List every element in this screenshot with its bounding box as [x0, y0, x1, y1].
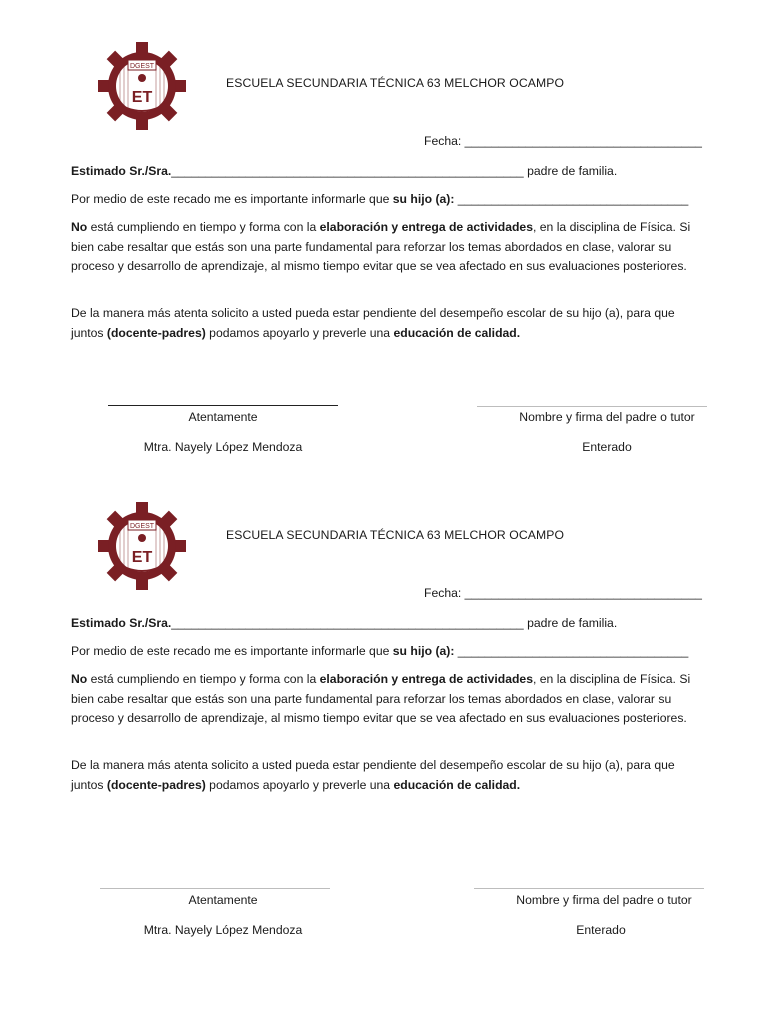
- estimado-label: Estimado Sr./Sra.: [71, 616, 172, 630]
- educacion-bold: educación de calidad.: [393, 325, 521, 340]
- no-paragraph: [71, 670, 701, 729]
- svg-text:ET: ET: [131, 549, 153, 566]
- no-paragraph: [71, 218, 701, 277]
- manera-text-1: De la manera más atenta solicito a usted pueda estar pendiente del desempeño escolar de su hijo (a), para que juntos: [71, 758, 675, 792]
- por-medio-text: Por medio de este recado me es importante informarle que: [71, 644, 393, 658]
- docente-padres-bold: (docente-padres): [106, 325, 206, 340]
- estimado-suffix: padre de familia.: [523, 164, 618, 178]
- por-medio-text: Por medio de este recado me es importante informarle que: [71, 192, 393, 206]
- fecha-field: Fecha: ___________________________________: [424, 134, 702, 148]
- estimado-blank: ____________________________________________________: [171, 616, 524, 630]
- school-logo-icon: [98, 502, 186, 590]
- su-hijo-blank: __________________________________: [454, 192, 689, 206]
- manera-text-1: De la manera más atenta solicito a usted pueda estar pendiente del desempeño escolar de su hijo (a), para que juntos: [71, 306, 675, 340]
- no-text-2: , en la disciplina de Física. Si bien cabe resaltar que estás son una parte fundamental para reforzar los temas abordados en clase, valorar su proceso y desarrollo de aprendizaje, al mismo tiempo evitar que se vea afectado en sus evaluaciones posteriores.: [71, 220, 691, 273]
- no-text-2: , en la disciplina de Física. Si bien cabe resaltar que estás son una parte fundamental para reforzar los temas abordados en clase, valorar su proceso y desarrollo de aprendizaje, al mismo tiempo evitar que se vea afectado en sus evaluaciones posteriores.: [71, 672, 691, 725]
- por-medio-line: [71, 190, 701, 210]
- su-hijo-label: su hijo (a):: [392, 192, 455, 206]
- parent-signature-line: [477, 406, 707, 407]
- atentamente-label: Atentamente: [188, 893, 258, 907]
- no-bold: No: [71, 220, 88, 234]
- no-bold: No: [71, 672, 88, 686]
- parent-label: Nombre y firma del padre o tutor: [516, 893, 692, 907]
- educacion-bold: educación de calidad.: [393, 777, 521, 792]
- enterado-label: Enterado: [582, 440, 632, 454]
- school-logo-icon: [98, 42, 186, 130]
- no-text-1: está cumpliendo en tiempo y forma con la: [87, 220, 320, 234]
- docente-padres-bold: (docente-padres): [106, 777, 206, 792]
- estimado-line: [71, 614, 701, 634]
- teacher-signature-line: [100, 888, 330, 889]
- enterado-label: Enterado: [576, 923, 626, 937]
- teacher-signature-line: [108, 405, 338, 406]
- su-hijo-blank: __________________________________: [454, 644, 689, 658]
- parent-label: Nombre y firma del padre o tutor: [519, 410, 695, 424]
- por-medio-line: [71, 642, 701, 662]
- elaboracion-bold: elaboración y entrega de actividades: [319, 220, 533, 234]
- svg-text:DGEST: DGEST: [129, 63, 155, 70]
- estimado-line: [71, 162, 701, 182]
- manera-paragraph: [71, 756, 701, 795]
- manera-paragraph: [71, 304, 701, 343]
- recado-2: [0, 460, 768, 937]
- fecha-field: Fecha: ___________________________________: [424, 586, 702, 600]
- no-text-1: está cumpliendo en tiempo y forma con la: [87, 672, 320, 686]
- school-name: ESCUELA SECUNDARIA TÉCNICA 63 MELCHOR OCAMPO: [226, 76, 565, 90]
- svg-text:DGEST: DGEST: [129, 523, 155, 530]
- manera-text-2: podamos apoyarlo y preverle una: [205, 777, 394, 792]
- atentamente-label: Atentamente: [188, 410, 258, 424]
- school-name: ESCUELA SECUNDARIA TÉCNICA 63 MELCHOR OCAMPO: [226, 528, 565, 542]
- parent-signature-line: [474, 888, 704, 889]
- estimado-blank: ____________________________________________________: [171, 164, 524, 178]
- estimado-suffix: padre de familia.: [523, 616, 618, 630]
- manera-text-2: podamos apoyarlo y preverle una: [205, 325, 394, 340]
- estimado-label: Estimado Sr./Sra.: [71, 164, 172, 178]
- elaboracion-bold: elaboración y entrega de actividades: [319, 672, 533, 686]
- teacher-name: Mtra. Nayely López Mendoza: [143, 440, 303, 454]
- recado-1: [0, 0, 768, 470]
- svg-text:ET: ET: [131, 89, 153, 106]
- su-hijo-label: su hijo (a):: [392, 644, 455, 658]
- teacher-name: Mtra. Nayely López Mendoza: [143, 923, 303, 937]
